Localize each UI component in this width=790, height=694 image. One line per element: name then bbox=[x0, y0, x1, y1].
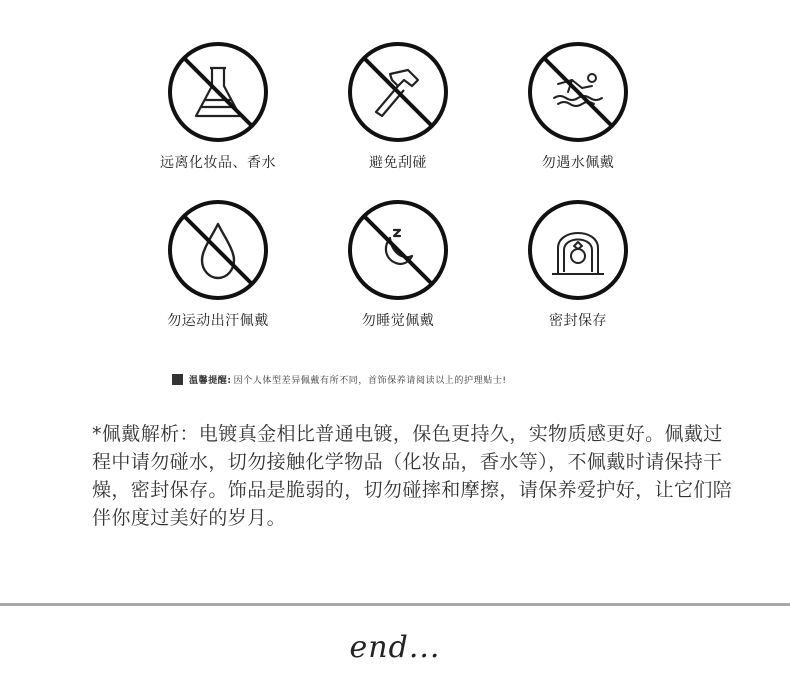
care-item-sealed-storage bbox=[488, 198, 668, 330]
care-label: 避免刮碰 bbox=[369, 155, 427, 171]
care-item-no-sleep bbox=[308, 198, 488, 330]
section-divider bbox=[0, 603, 790, 606]
ring-box-icon bbox=[526, 198, 630, 302]
care-item-no-water bbox=[488, 40, 668, 172]
hammer-icon bbox=[346, 40, 450, 144]
care-label: 勿睡觉佩戴 bbox=[361, 313, 435, 329]
end-text: end... bbox=[349, 630, 441, 665]
moon-sleep-icon bbox=[346, 198, 450, 302]
water-drop-icon bbox=[166, 198, 270, 302]
flask-icon bbox=[166, 40, 270, 144]
care-item-no-sweat bbox=[128, 198, 308, 330]
care-label: 远离化妆品、香水 bbox=[160, 155, 276, 171]
care-label: 密封保存 bbox=[549, 313, 607, 329]
warm-reminder bbox=[172, 373, 507, 386]
care-item-away-from-cosmetics bbox=[128, 40, 308, 172]
care-item-avoid-scratches bbox=[308, 40, 488, 172]
notice-text: 因个人体型差异佩戴有所不同，首饰保养请阅读以上的护理贴士! bbox=[233, 376, 507, 386]
notice-square-icon bbox=[172, 374, 183, 385]
swimmer-icon bbox=[526, 40, 630, 144]
care-label: 勿运动出汗佩戴 bbox=[167, 313, 269, 329]
wearing-description: *佩戴解析：电镀真金相比普通电镀，保色更持久，实物质感更好。佩戴过程中请勿碰水，切勿接触化学物品（化妆品，香水等），不佩戴时请保持干燥，密封保存。饰品是脆弱的，切勿碰摔和摩擦，请保养爱护好，让它们陪伴你度过美好的岁月。 bbox=[92, 423, 733, 529]
notice-lead: 温馨提醒: bbox=[189, 376, 232, 386]
care-label: 勿遇水佩戴 bbox=[541, 155, 615, 171]
